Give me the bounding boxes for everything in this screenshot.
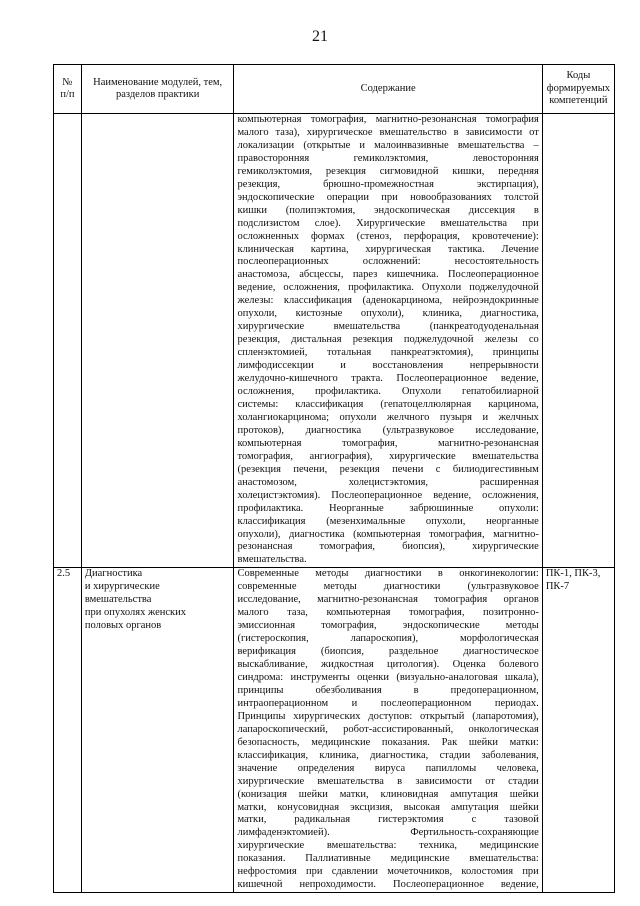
content-line: послеоперационных осложнений: несостоятельность (237, 256, 539, 268)
content-line: эндоскопические операции при новообразованиях толстой (237, 191, 539, 203)
content-line: вмешательства. (237, 554, 307, 566)
content-line: хирургические вмешательства в зависимости от стадии (237, 775, 539, 787)
content-line: кишки (полипэктомия, эндоскопическая диссекция в (237, 204, 539, 216)
content-line: осложненных формах (стеноз, перфорация, кровотечение): (237, 230, 539, 242)
competency-codes: ПК-1, ПК-3, ПК-7 (542, 568, 614, 893)
content-line: (гистероскопия, лапароскопия), морфологическая (237, 633, 539, 645)
content-line: системы: классификация (гепатоцеллюлярная карцинома, (237, 398, 539, 410)
module-name-line: при опухолях женских (84, 607, 187, 619)
content-line: гемиколэктомия, резекция сигмовидной кишки, передняя (237, 165, 539, 177)
content-line: резекция, дистальная резекция поджелудочной железы со (237, 334, 539, 346)
content-line: значение определения вируса папилломы человека, (237, 762, 539, 774)
content-line: современные методы диагностики (ультразвуковое (237, 581, 539, 593)
content-line: холецистэктомия). Послеоперационное ведение, осложнения, (237, 489, 539, 501)
content-line: клиническая картина, хирургическая тактика. Лечение (237, 243, 539, 255)
content-line: исследование, магнитно-резонансная томография органов (237, 594, 539, 606)
content-line: интраоперационном и послеоперационном периодах. (237, 697, 539, 709)
content-line: принципы обезболивания в предоперационном, (237, 684, 539, 696)
header-name-line: Наименование модулей, тем, (93, 76, 223, 88)
content-line: (конизация шейки матки, клиновидная ампутация шейки (237, 788, 539, 800)
content-line: (резекция печени, резекция печени с билиодигестивным (237, 463, 539, 475)
content-line: Принципы хирургических доступов: открытый (лапаротомия), (237, 710, 539, 722)
content-line: компьютерная томография, магнитно-резонансная (237, 437, 539, 449)
content-line: хирургические вмешательства (панкреатодуоденальная (237, 321, 539, 333)
content-line: анастомоза, абсцессы, парез кишечника. Послеоперационное (237, 269, 539, 281)
row-number: 2.5 (54, 568, 82, 893)
module-name-line: Диагностика (84, 568, 143, 580)
header-codes-line: Коды (566, 70, 591, 82)
content-line: спленэктомией, тотальная панкреатэктомия), принципы (237, 347, 539, 359)
header-codes-line: формируемых (546, 82, 611, 94)
content-line: ведение, осложнения, профилактика. Опухоли поджелудочной (237, 282, 539, 294)
module-name-line: половых органов (84, 620, 162, 632)
content-line: протоков), диагностика (ультразвуковое исследование, (237, 424, 539, 436)
content-line: кишечной непроходимости. Послеоперационное ведение, (237, 879, 539, 891)
header-codes-line: компетенций (549, 95, 608, 107)
table-header-row (54, 65, 615, 114)
page-number: 21 (312, 28, 328, 45)
header-name (81, 65, 234, 114)
content-line: безопасность, медицинские показания. Рак шейки матки: (237, 736, 539, 748)
content-line: малого таза, компьютерная томография, позитронно- (237, 607, 539, 619)
content-line: матки, радикальная гистерэктомия с тазовой (237, 814, 539, 826)
header-num-line: п/п (60, 89, 75, 100)
content-line: синдрома: инструменты оценки (визуально-аналоговая шкала), (237, 671, 539, 683)
table-row (54, 114, 615, 568)
content-line: малого таза), хирургическое вмешательство в зависимости от (237, 126, 539, 138)
header-num-line: № (62, 76, 73, 88)
content-line: классификация (мезенхимальные опухоли, неорганные (237, 515, 539, 527)
content-line: железы: классификация (аденокарцинома, нейроэндокринные (237, 295, 539, 307)
competency-codes (542, 114, 614, 568)
content-line: правосторонняя гемиколэктомия, левосторонняя (237, 152, 539, 164)
curriculum-table (53, 64, 615, 893)
content-line: анастомозом, холецистэктомия, расширенная (237, 476, 539, 488)
content-line: лапароскопический, робот-ассистированный, онкологическая (237, 723, 539, 735)
content-line: резекция, брюшно-промежностная экстирпация), (237, 178, 539, 190)
content-line: томография, ангиография), хирургические вмешательства (237, 450, 539, 462)
content-line: нефростомия при сдавлении мочеточников, колостомия при (237, 866, 539, 878)
content-line: классификация, клиника, диагностика, стадии заболевания, (237, 749, 539, 761)
table-row (54, 568, 615, 893)
content-line: опухоли), диагностика (компьютерная томография, магнитно- (237, 528, 539, 540)
header-num (54, 65, 82, 114)
content-line: профилактика. Неорганные забрюшинные опухоли: (237, 502, 539, 514)
content-cell (234, 114, 542, 568)
content-line: компьютерная томография, магнитно-резонансная томография (237, 114, 539, 125)
content-line: выскабливание, жидкостная цитология). Оценка болевого (237, 659, 539, 671)
content-line: осложнения, профилактика. Опухоли гепатобилиарной (237, 386, 539, 398)
content-line: хирургические вмешательства: техника, медицинские (237, 840, 539, 852)
header-codes (542, 65, 614, 114)
content-line: резонансная томография, биопсия), хирургические (237, 541, 539, 553)
content-cell (234, 568, 542, 893)
content-line: Современные методы диагностики в онкогинекологии: (237, 568, 539, 580)
content-line: подслизистом слое). Хирургические вмешательства при (237, 217, 539, 229)
content-line: матки, конусовидная эксцизия, высокая ампутация шейки (237, 801, 539, 813)
module-name-line: и хирургические (84, 581, 160, 593)
content-line: желудочно-кишечного тракта. Послеоперационное ведение, (237, 373, 539, 385)
content-line: лимфодиссекции и восстановления непрерывности (237, 360, 539, 372)
content-line: холангиокарцинома; опухоли желчного пузыря и желчных (237, 411, 539, 423)
content-line: лимфаденэктомией). Фертильность-сохраняющие (237, 827, 539, 839)
content-line: верификация (биопсия, раздельное диагностическое (237, 646, 539, 658)
content-line: показания. Паллиативные медицинские вмешательства: (237, 853, 539, 865)
header-content: Содержание (234, 65, 542, 114)
content-line: эмиссионная томография, эндоскопические методы (237, 620, 539, 632)
module-name (81, 568, 234, 893)
header-name-line: разделов практики (115, 89, 200, 100)
module-name-line: вмешательства (84, 594, 152, 606)
content-line: локализации (открытые и малоинвазивные вмешательства – (237, 139, 539, 151)
row-number (54, 114, 82, 568)
module-name (81, 114, 234, 568)
content-line: опухоли, кистозные опухоли), клиника, диагностика, (237, 308, 539, 320)
